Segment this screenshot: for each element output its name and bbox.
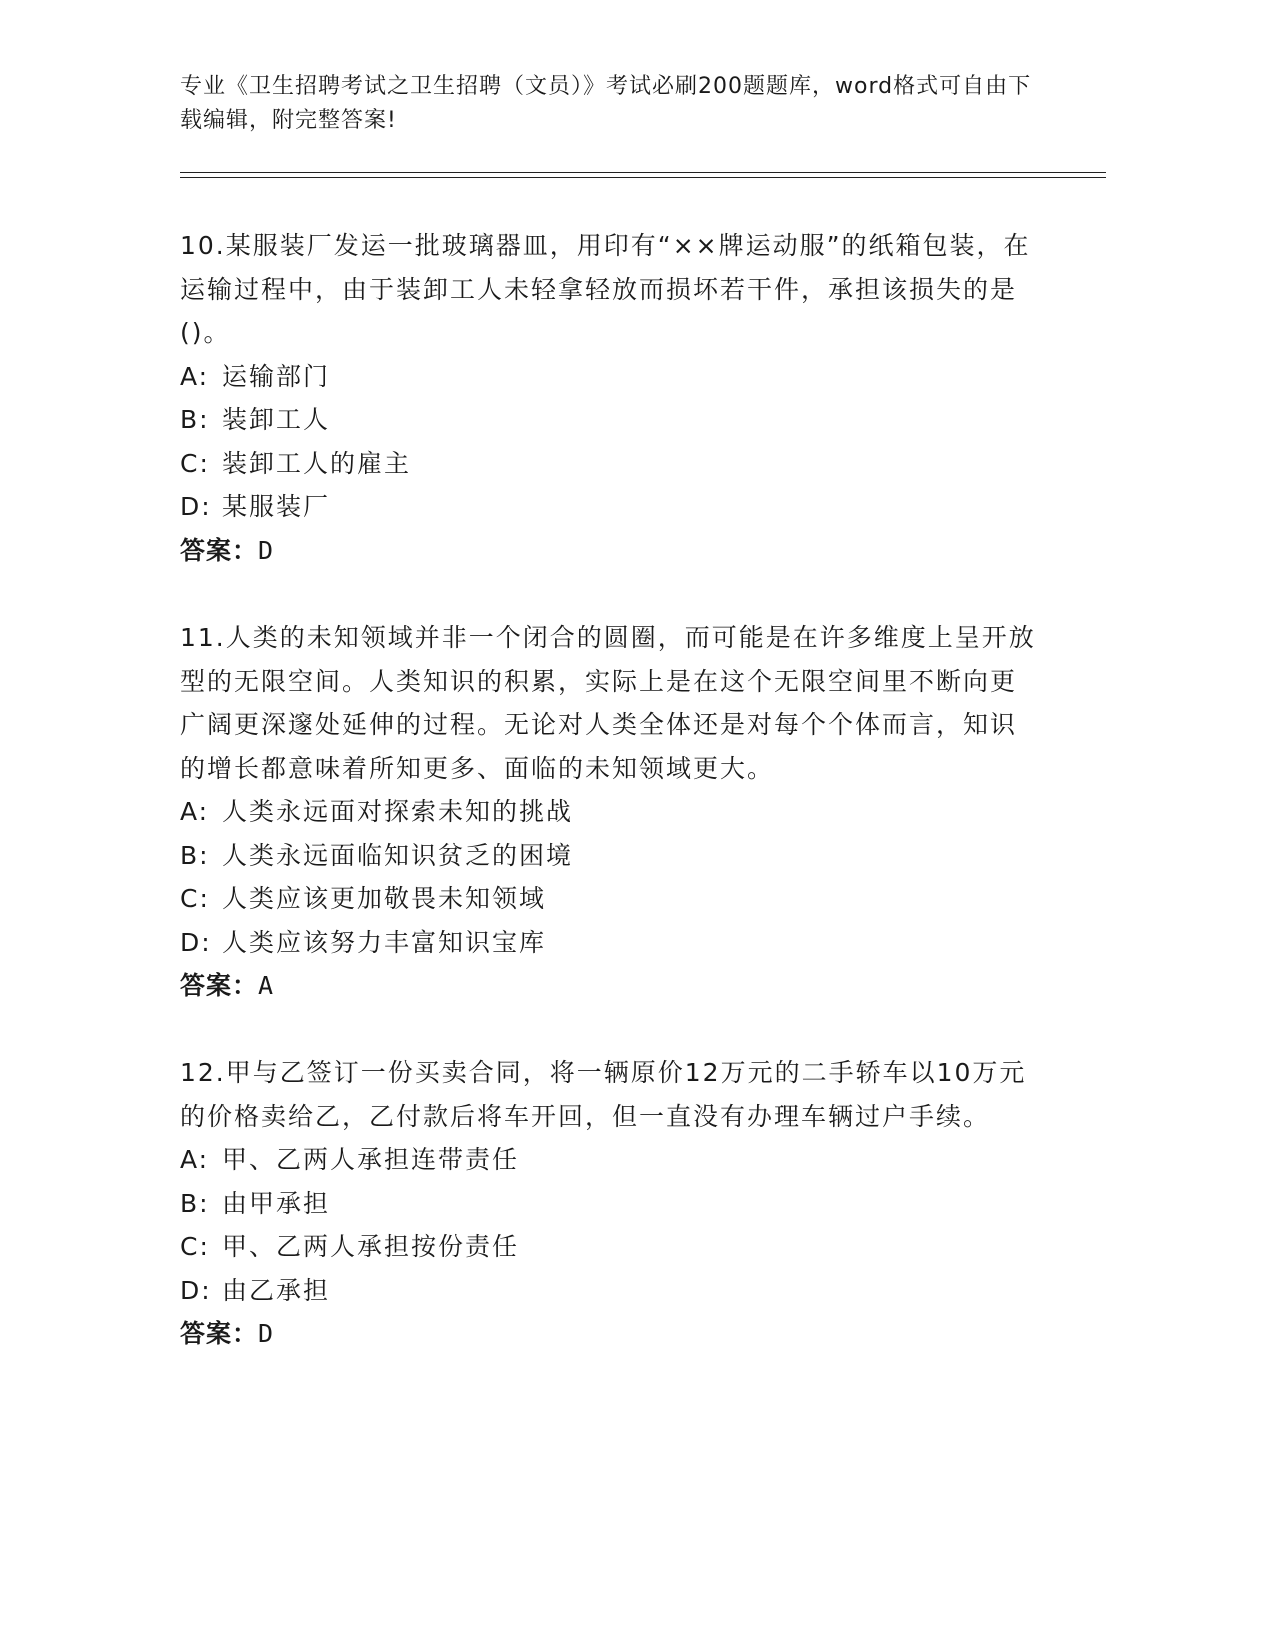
option-key: A: — [180, 1145, 210, 1174]
option-text: 人类应该努力丰富知识宝库 — [222, 927, 547, 957]
option-c — [180, 442, 1040, 486]
option-key: D: — [180, 1275, 212, 1305]
option-a — [180, 1138, 1040, 1182]
question-stem: 11.人类的未知领域并非一个闭合的圆圈，而可能是在许多维度上呈开放型的无限空间。人类知识的积累，实际上是在这个无限空间里不断向更广阔更深邃处延伸的过程。无论对人类全体还是对每个个体而言，知识的增长都意味着所知更多、面临的未知领域更大。 — [180, 623, 1036, 783]
option-text: 由乙承担 — [222, 1275, 331, 1305]
option-b — [180, 1182, 1040, 1226]
answer-value: A — [258, 971, 275, 1000]
option-b — [180, 398, 1040, 442]
option-key: B: — [180, 405, 210, 434]
option-d — [180, 485, 1040, 529]
option-a — [180, 355, 1040, 399]
answer-line — [180, 964, 1040, 1008]
option-key: A: — [180, 797, 210, 826]
header-divider-bottom — [180, 177, 1106, 178]
option-text: 甲、乙两人承担按份责任 — [222, 1232, 520, 1261]
question-stem: 12.甲与乙签订一份买卖合同，将一辆原价12万元的二手轿车以10万元的价格卖给乙，乙付款后将车开回，但一直没有办理车辆过户手续。 — [180, 1058, 1027, 1131]
question-12 — [180, 1051, 1040, 1356]
option-text: 甲、乙两人承担连带责任 — [222, 1145, 520, 1174]
option-c — [180, 1225, 1040, 1269]
header-divider-top — [180, 172, 1106, 173]
option-c — [180, 877, 1040, 921]
answer-label: 答案： — [180, 971, 259, 1000]
option-key: A: — [180, 361, 210, 391]
option-text: 人类永远面临知识贫乏的困境 — [222, 840, 574, 870]
question-10 — [180, 224, 1040, 572]
option-a — [180, 790, 1040, 834]
option-key: C: — [180, 884, 210, 913]
option-key: B: — [180, 1188, 210, 1218]
option-text: 由甲承担 — [222, 1188, 331, 1218]
option-text: 装卸工人的雇主 — [222, 448, 412, 478]
option-d — [180, 921, 1040, 965]
question-11 — [180, 616, 1040, 1008]
answer-value: D — [258, 535, 275, 565]
option-b — [180, 834, 1040, 878]
option-d — [180, 1269, 1040, 1313]
option-key: D: — [180, 492, 212, 521]
option-text: 装卸工人 — [222, 405, 331, 434]
option-text: 人类永远面对探索未知的挑战 — [222, 797, 574, 826]
answer-label: 答案： — [180, 1319, 259, 1348]
option-key: B: — [180, 840, 210, 870]
answer-line — [180, 529, 1040, 573]
option-key: C: — [180, 1232, 210, 1261]
question-stem: 10.某服装厂发运一批玻璃器皿，用印有“××牌运动服”的纸箱包装，在运输过程中，由于装卸工人未轻拿轻放而损坏若干件，承担该损失的是()。 — [180, 231, 1031, 347]
option-text: 某服装厂 — [222, 492, 331, 521]
option-text: 运输部门 — [222, 361, 331, 391]
option-key: D: — [180, 927, 212, 957]
answer-line — [180, 1312, 1040, 1356]
answer-label: 答案： — [180, 535, 259, 565]
answer-value: D — [258, 1319, 275, 1348]
document-header: 专业《卫生招聘考试之卫生招聘（文员）》考试必刷200题题库，word格式可自由下载编辑，附完整答案! — [180, 74, 1032, 133]
option-text: 人类应该更加敬畏未知领域 — [222, 884, 547, 913]
option-key: C: — [180, 448, 210, 478]
